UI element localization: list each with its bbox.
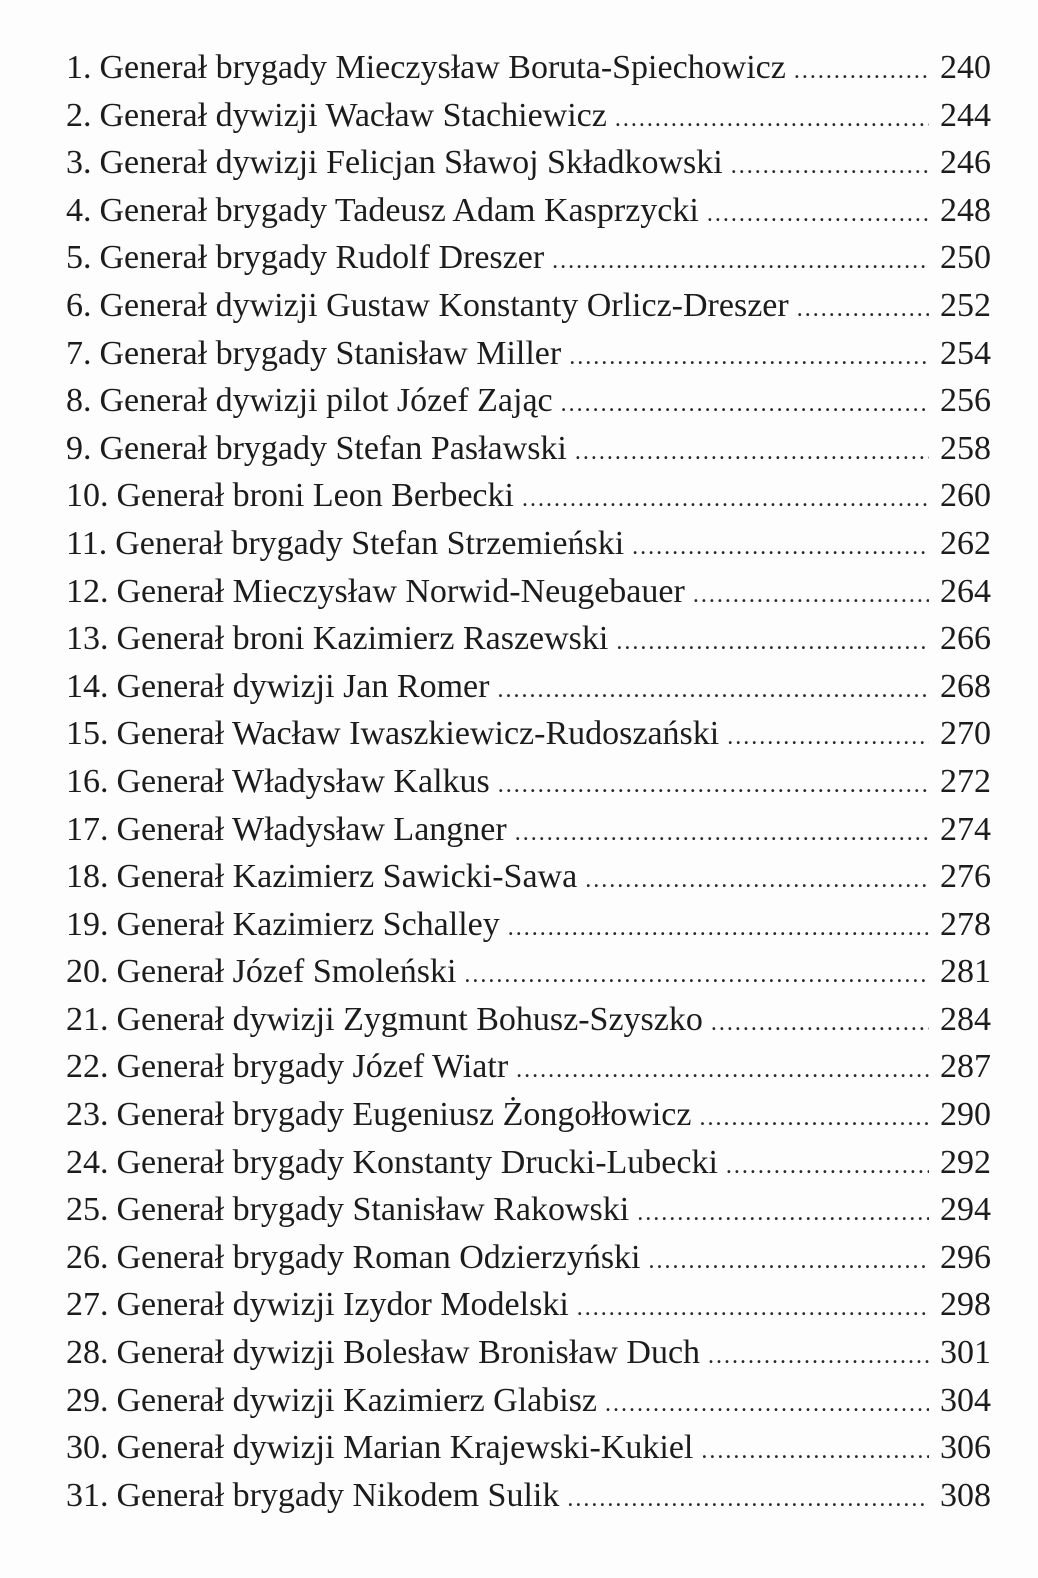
toc-entry[interactable] (66, 615, 991, 663)
dot-leader (577, 1285, 929, 1329)
entry-page-number: 278 (940, 905, 991, 943)
entry-page-number: 270 (940, 715, 991, 753)
dot-leader (522, 476, 929, 520)
entry-page-number: 246 (940, 144, 991, 182)
dot-leader (794, 48, 929, 92)
entry-title: Generał dywizji Marian Krajewski-Kukiel (116, 1429, 694, 1467)
dot-leader (575, 429, 929, 473)
entry-number: 11. (66, 524, 108, 562)
entry-title: Generał brygady Rudolf Dreszer (99, 239, 545, 277)
dot-leader (726, 1143, 929, 1187)
toc-entry[interactable] (66, 1329, 991, 1377)
dot-leader (699, 1095, 929, 1139)
entry-number: 20. (66, 953, 109, 991)
entry-title: Generał dywizji Kazimierz Glabisz (116, 1381, 598, 1419)
dot-leader (464, 952, 929, 996)
entry-number: 6. (66, 286, 92, 324)
entry-page-number: 244 (940, 96, 991, 134)
entry-page-number: 298 (940, 1286, 991, 1324)
entry-title: Generał brygady Józef Wiatr (116, 1048, 509, 1086)
entry-number: 13. (66, 620, 109, 658)
dot-leader (552, 238, 929, 282)
entry-page-number: 308 (940, 1476, 991, 1514)
toc-entry[interactable] (66, 187, 991, 235)
entry-title: Generał dywizji Jan Romer (116, 667, 490, 705)
toc-entry[interactable] (66, 1043, 991, 1091)
entry-page-number: 268 (940, 667, 991, 705)
dot-leader (711, 1000, 929, 1044)
entry-number: 8. (66, 382, 92, 420)
entry-page-number: 281 (940, 953, 991, 991)
entry-page-number: 266 (940, 620, 991, 658)
entry-number: 1. (66, 49, 92, 86)
toc-entry[interactable] (66, 234, 991, 282)
dot-leader (569, 334, 929, 378)
toc-entry[interactable] (66, 139, 991, 187)
dot-leader (649, 1238, 930, 1282)
entry-title: Generał dywizji Felicjan Sławoj Składkowski (99, 144, 723, 182)
dot-leader (561, 381, 929, 425)
entry-number: 28. (66, 1334, 109, 1372)
entry-page-number: 248 (940, 191, 991, 229)
entry-title: Generał Mieczysław Norwid-Neugebauer (116, 572, 685, 610)
toc-entry[interactable] (66, 568, 991, 616)
toc-entry[interactable] (66, 1424, 991, 1472)
toc-entry[interactable] (66, 330, 991, 378)
dot-leader (585, 857, 929, 901)
toc-entry[interactable] (66, 758, 991, 806)
entry-number: 31. (66, 1476, 109, 1514)
entry-title: Generał dywizji Bolesław Bronisław Duch (116, 1334, 701, 1372)
toc-entry[interactable] (66, 806, 991, 854)
entry-number: 4. (66, 191, 92, 229)
entry-page-number: 287 (940, 1048, 991, 1086)
entry-number: 22. (66, 1048, 109, 1086)
entry-number: 2. (66, 96, 92, 134)
entry-page-number: 296 (940, 1238, 991, 1276)
entry-title: Generał broni Leon Berbecki (116, 477, 514, 515)
entry-number: 24. (66, 1143, 109, 1181)
entry-page-number: 240 (940, 49, 991, 86)
entry-number: 15. (66, 715, 109, 753)
entry-page-number: 252 (940, 286, 991, 324)
dot-leader (498, 762, 929, 806)
entry-title: Generał dywizji Wacław Stachiewicz (99, 96, 607, 134)
entry-number: 25. (66, 1191, 109, 1229)
dot-leader (632, 524, 929, 568)
entry-number: 16. (66, 762, 109, 800)
entry-page-number: 276 (940, 858, 991, 896)
dot-leader (707, 191, 929, 235)
entry-page-number: 272 (940, 762, 991, 800)
entry-page-number: 264 (940, 572, 991, 610)
toc-entry[interactable] (66, 1472, 991, 1520)
entry-page-number: 301 (940, 1334, 991, 1372)
dot-leader (701, 1428, 929, 1472)
entry-title: Generał brygady Nikodem Sulik (116, 1476, 560, 1514)
entry-page-number: 284 (940, 1000, 991, 1038)
dot-leader (731, 143, 929, 187)
entry-number: 19. (66, 905, 109, 943)
dot-leader (615, 96, 929, 140)
entry-title: Generał brygady Mieczysław Boruta-Spiechowicz (99, 49, 786, 86)
entry-title: Generał Kazimierz Schalley (116, 905, 500, 943)
entry-page-number: 260 (940, 477, 991, 515)
entry-title: Generał brygady Roman Odzierzyński (116, 1238, 641, 1276)
dot-leader (727, 714, 929, 758)
entry-number: 10. (66, 477, 109, 515)
entry-number: 29. (66, 1381, 109, 1419)
entry-page-number: 290 (940, 1096, 991, 1134)
entry-number: 18. (66, 858, 109, 896)
dot-leader (567, 1476, 929, 1520)
toc-entry[interactable] (66, 472, 991, 520)
entry-number: 26. (66, 1238, 109, 1276)
dot-leader (497, 667, 929, 711)
entry-page-number: 292 (940, 1143, 991, 1181)
entry-page-number: 262 (940, 524, 991, 562)
dot-leader (693, 572, 929, 616)
toc-entry[interactable] (66, 1091, 991, 1139)
dot-leader (516, 1047, 929, 1091)
toc-entry[interactable] (66, 1186, 991, 1234)
entry-title: Generał Władysław Kalkus (116, 762, 490, 800)
entry-number: 27. (66, 1286, 109, 1324)
entry-number: 17. (66, 810, 109, 848)
entry-number: 9. (66, 429, 92, 467)
entry-number: 3. (66, 144, 92, 182)
entry-page-number: 294 (940, 1191, 991, 1229)
toc-entry[interactable] (66, 92, 991, 140)
entry-title: Generał dywizji Zygmunt Bohusz-Szyszko (116, 1000, 703, 1038)
toc-entry[interactable] (66, 948, 991, 996)
entry-title: Generał Wacław Iwaszkiewicz-Rudoszański (116, 715, 720, 753)
entry-title: Generał dywizji Gustaw Konstanty Orlicz-Dreszer (99, 286, 789, 324)
dot-leader (797, 286, 929, 330)
entry-page-number: 304 (940, 1381, 991, 1419)
entry-title: Generał brygady Konstanty Drucki-Lubecki (116, 1143, 718, 1181)
toc-entry[interactable] (66, 996, 991, 1044)
entry-page-number: 274 (940, 810, 991, 848)
entry-title: Generał brygady Eugeniusz Żongołłowicz (116, 1096, 692, 1134)
toc-entry[interactable] (66, 901, 991, 949)
dot-leader (708, 1333, 929, 1377)
dot-leader (605, 1381, 929, 1425)
entry-page-number: 250 (940, 239, 991, 277)
entry-number: 12. (66, 572, 109, 610)
toc-entry[interactable] (66, 1377, 991, 1425)
toc-entry[interactable] (66, 520, 991, 568)
entry-title: Generał brygady Stanisław Miller (99, 334, 562, 372)
entry-number: 30. (66, 1429, 109, 1467)
dot-leader (637, 1190, 929, 1234)
entry-page-number: 254 (940, 334, 991, 372)
entry-title: Generał Józef Smoleński (116, 953, 457, 991)
toc-entry[interactable] (66, 425, 991, 473)
dot-leader (508, 905, 929, 949)
entry-page-number: 258 (940, 429, 991, 467)
toc-entry[interactable] (66, 1281, 991, 1329)
entry-title: Generał brygady Stefan Strzemieński (115, 524, 625, 562)
entry-page-number: 306 (940, 1429, 991, 1467)
toc-entry[interactable] (66, 377, 991, 425)
entry-number: 14. (66, 667, 109, 705)
toc-entry[interactable] (66, 282, 991, 330)
toc-entry[interactable] (66, 663, 991, 711)
entry-number: 23. (66, 1096, 109, 1134)
entry-title: Generał Władysław Langner (116, 810, 507, 848)
toc-entry[interactable] (66, 1234, 991, 1282)
entry-title: Generał brygady Stefan Pasławski (99, 429, 567, 467)
entry-title: Generał Kazimierz Sawicki-Sawa (116, 858, 578, 896)
entry-title: Generał dywizji pilot Józef Zając (99, 382, 553, 420)
entry-number: 5. (66, 239, 92, 277)
entry-title: Generał brygady Tadeusz Adam Kasprzycki (99, 191, 699, 229)
toc-entry[interactable] (66, 710, 991, 758)
entry-title: Generał broni Kazimierz Raszewski (116, 620, 609, 658)
toc-entry[interactable] (66, 1139, 991, 1187)
toc-entry[interactable] (66, 44, 991, 92)
entry-page-number: 256 (940, 382, 991, 420)
dot-leader (515, 810, 929, 854)
entry-number: 21. (66, 1000, 109, 1038)
dot-leader (616, 619, 929, 663)
toc-entry[interactable] (66, 853, 991, 901)
entry-title: Generał dywizji Izydor Modelski (116, 1286, 569, 1324)
table-of-contents (66, 44, 991, 1519)
entry-title: Generał brygady Stanisław Rakowski (116, 1191, 630, 1229)
entry-number: 7. (66, 334, 92, 372)
